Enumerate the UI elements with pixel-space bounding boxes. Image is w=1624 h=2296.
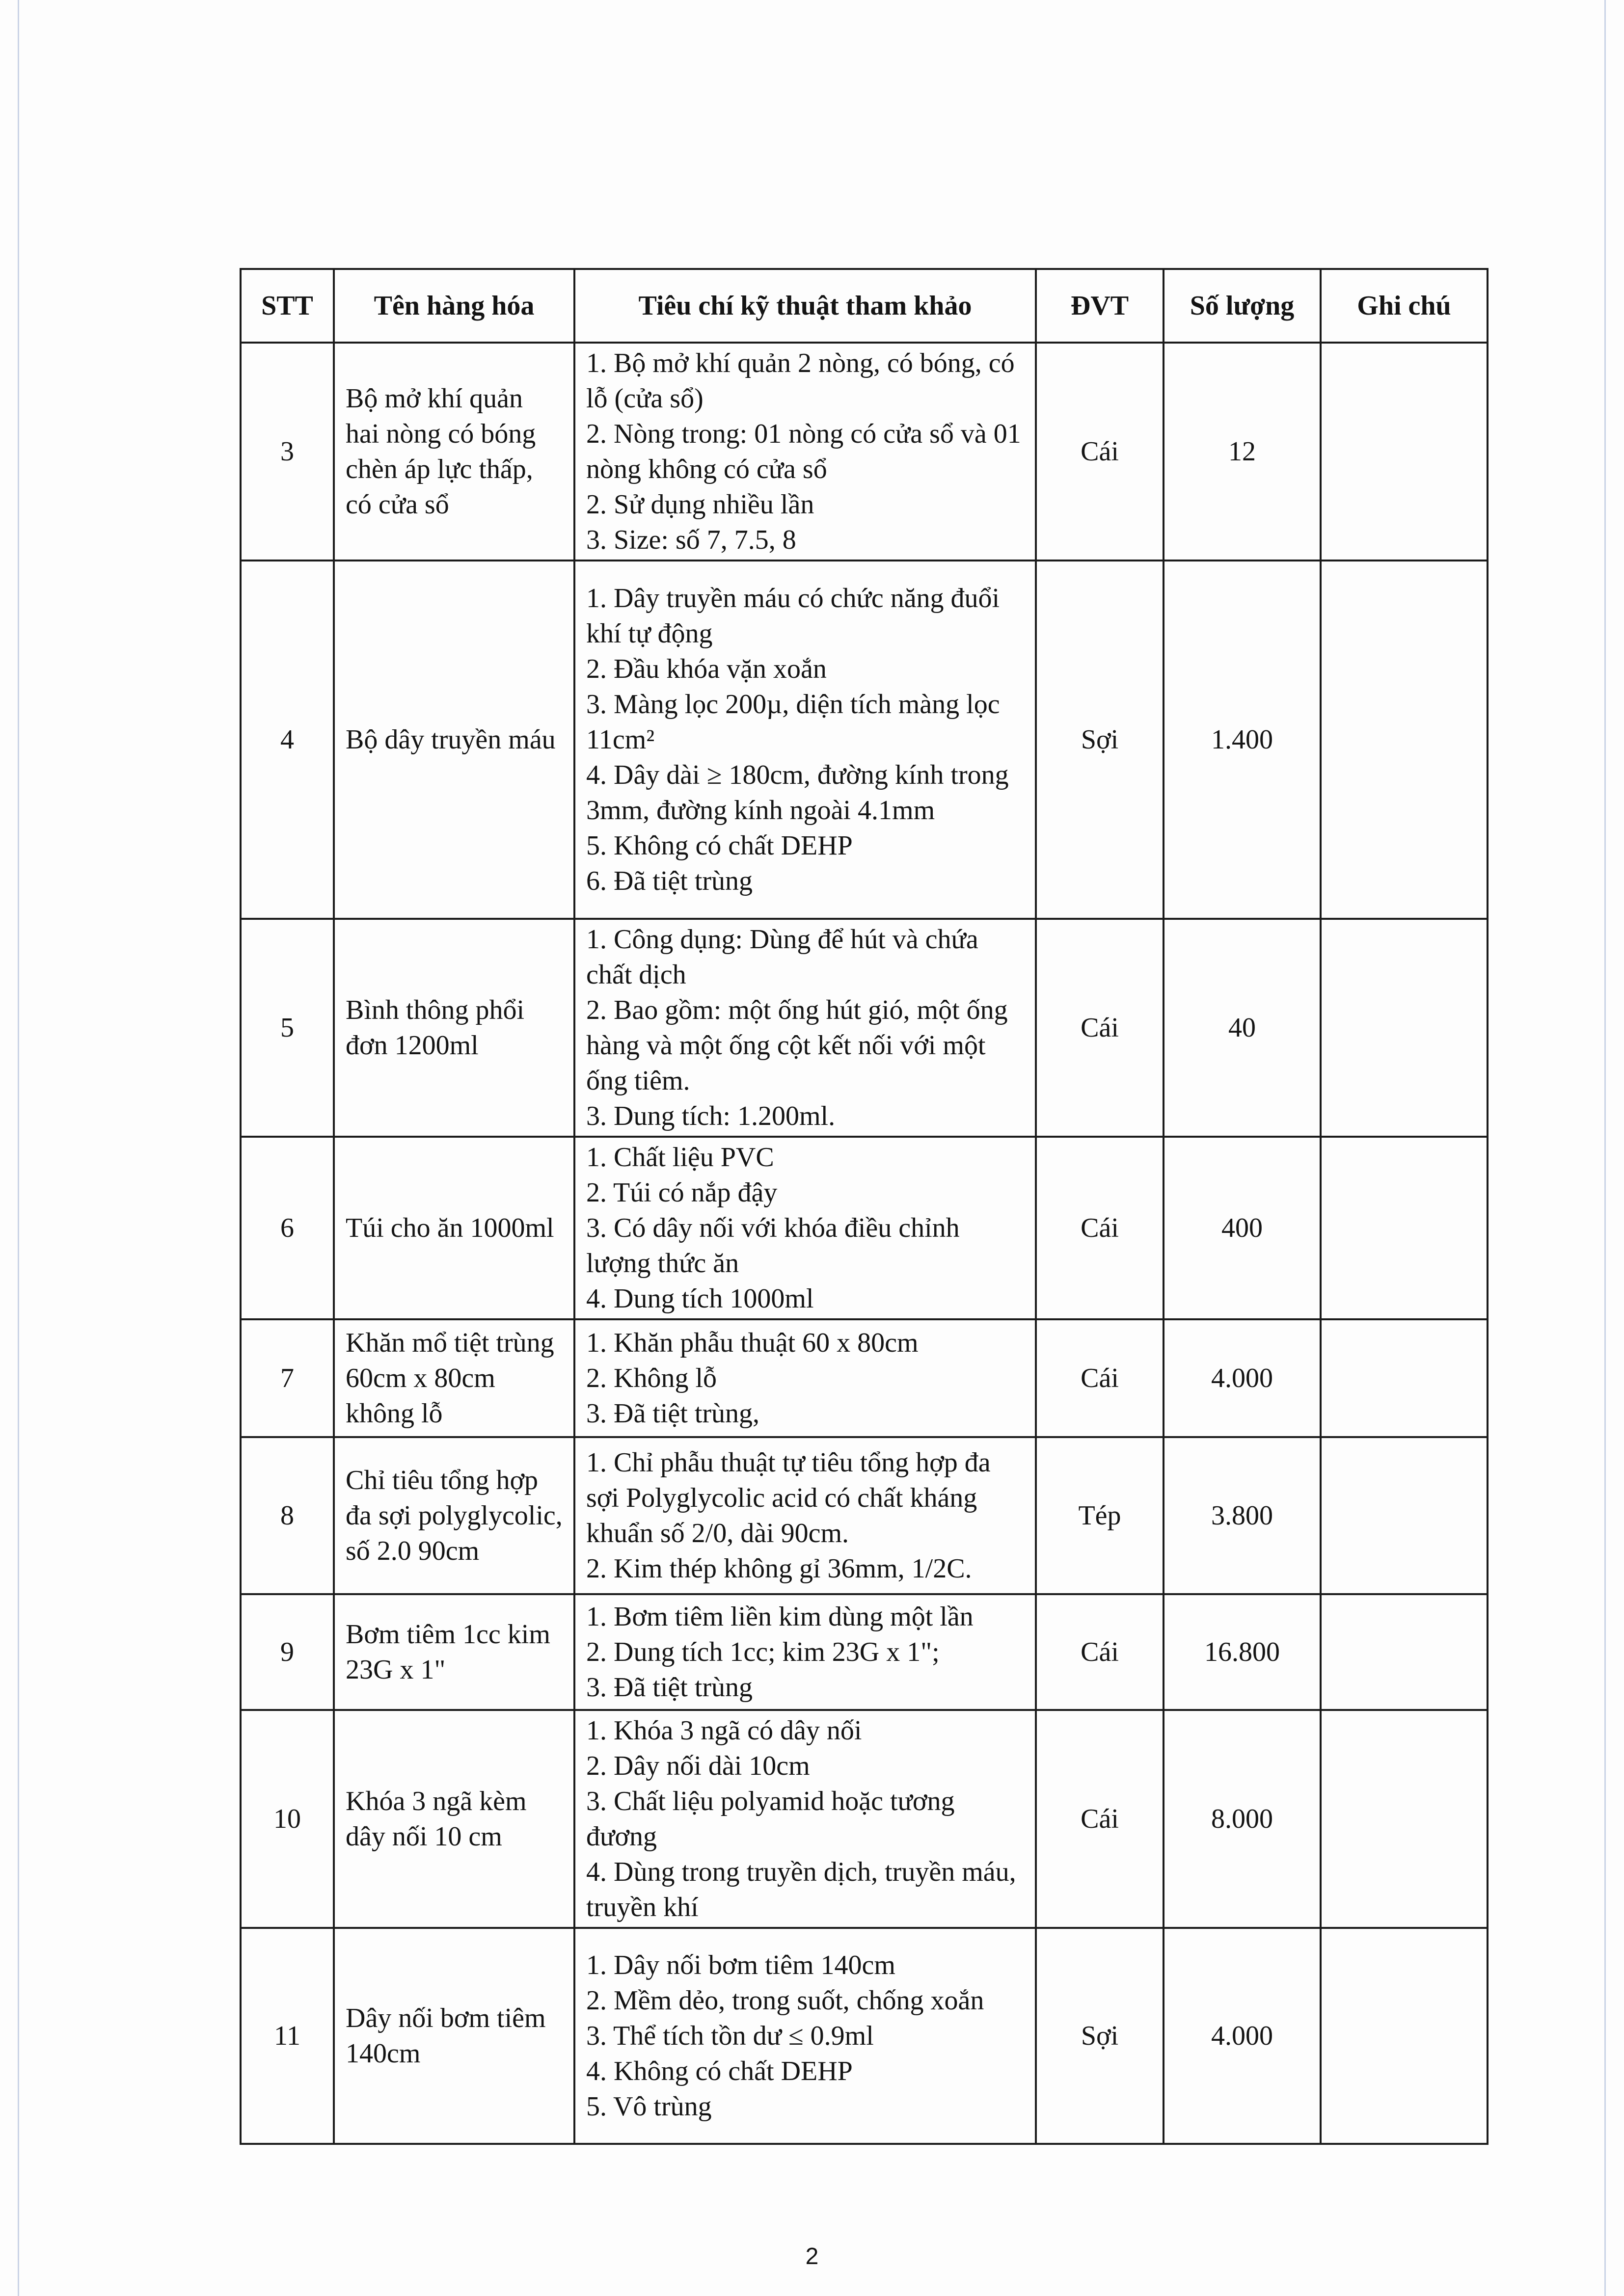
- row-quantity: 1.400: [1164, 561, 1321, 919]
- table-row: [241, 561, 1488, 919]
- page-number: 2: [805, 2243, 819, 2269]
- row-technical-criteria: [574, 1594, 1036, 1710]
- table-row: [241, 1594, 1488, 1710]
- row-unit: Sợi: [1036, 561, 1164, 919]
- row-stt: 10: [241, 1710, 334, 1928]
- row-item-name: Khóa 3 ngã kèm dây nối 10 cm: [334, 1710, 574, 1928]
- spec-line: 2. Đầu khóa vặn xoắn: [586, 654, 827, 684]
- row-technical-criteria: [574, 1137, 1036, 1319]
- row-stt: 6: [241, 1137, 334, 1319]
- spec-line: 3. Dung tích: 1.200ml.: [586, 1101, 836, 1131]
- row-stt: 7: [241, 1319, 334, 1437]
- table-row: [241, 1710, 1488, 1928]
- spec-line: 2. Túi có nắp đậy: [586, 1177, 778, 1208]
- page-right-border: [1604, 0, 1606, 2296]
- row-technical-criteria: [574, 1928, 1036, 2144]
- table-row: [241, 1137, 1488, 1319]
- row-note: [1321, 1710, 1488, 1928]
- spec-line: 1. Khóa 3 ngã có dây nối: [586, 1715, 862, 1746]
- row-unit: Tép: [1036, 1437, 1164, 1594]
- spec-line: 1. Khăn phẫu thuật 60 x 80cm: [586, 1328, 919, 1358]
- row-technical-criteria: [574, 343, 1036, 561]
- row-unit: Cái: [1036, 1319, 1164, 1437]
- header-stt: STT: [241, 269, 334, 343]
- row-item-name: Dây nối bơm tiêm 140cm: [334, 1928, 574, 2144]
- row-stt: 4: [241, 561, 334, 919]
- row-technical-criteria: [574, 561, 1036, 919]
- row-item-name: Bộ mở khí quản hai nòng có bóng chèn áp lực thấp, có cửa sổ: [334, 343, 574, 561]
- row-unit: Sợi: [1036, 1928, 1164, 2144]
- header-item-name: Tên hàng hóa: [334, 269, 574, 343]
- table-body: [241, 343, 1488, 2144]
- row-item-name: Bơm tiêm 1cc kim 23G x 1": [334, 1594, 574, 1710]
- row-quantity: 8.000: [1164, 1710, 1321, 1928]
- spec-line: 1. Công dụng: Dùng để hút và chứa chất dịch: [586, 924, 978, 990]
- row-note: [1321, 1319, 1488, 1437]
- row-unit: Cái: [1036, 1710, 1164, 1928]
- row-unit: Cái: [1036, 343, 1164, 561]
- spec-line: 3. Thể tích tồn dư ≤ 0.9ml: [586, 2021, 874, 2051]
- header-quantity: Số lượng: [1164, 269, 1321, 343]
- row-technical-criteria: [574, 1319, 1036, 1437]
- row-item-name: Túi cho ăn 1000ml: [334, 1137, 574, 1319]
- header-technical-criteria: Tiêu chí kỹ thuật tham khảo: [574, 269, 1036, 343]
- spec-line: 4. Dùng trong truyền dịch, truyền máu, truyền khí: [586, 1857, 1016, 1922]
- spec-line: 2. Bao gồm: một ống hút gió, một ống hàng và một ống cột kết nối với một ống tiêm.: [586, 995, 1008, 1096]
- row-quantity: 16.800: [1164, 1594, 1321, 1710]
- spec-line: 5. Vô trùng: [586, 2091, 712, 2122]
- row-technical-criteria: [574, 1710, 1036, 1928]
- spec-line: 6. Đã tiệt trùng: [586, 866, 753, 896]
- row-item-name: Chỉ tiêu tổng hợp đa sợi polyglycolic, số 2.0 90cm: [334, 1437, 574, 1594]
- equipment-table: [240, 268, 1489, 2145]
- row-item-name: Bình thông phổi đơn 1200ml: [334, 919, 574, 1137]
- spec-line: 3. Đã tiệt trùng,: [586, 1398, 760, 1429]
- table-row: [241, 1319, 1488, 1437]
- row-quantity: 3.800: [1164, 1437, 1321, 1594]
- table-row: [241, 1437, 1488, 1594]
- row-quantity: 400: [1164, 1137, 1321, 1319]
- row-note: [1321, 1137, 1488, 1319]
- spec-line: 3. Có dây nối với khóa điều chỉnh lượng thức ăn: [586, 1213, 960, 1279]
- spec-line: 1. Bơm tiêm liền kim dùng một lần: [586, 1602, 974, 1632]
- spec-line: 3. Màng lọc 200µ, diện tích màng lọc 11cm²: [586, 689, 1000, 755]
- row-item-name: Bộ dây truyền máu: [334, 561, 574, 919]
- row-technical-criteria: [574, 919, 1036, 1137]
- spec-line: 1. Chỉ phẫu thuật tự tiêu tổng hợp đa sợi Polyglycolic acid có chất kháng khuẩn số 2/0, dài 90cm.: [586, 1447, 991, 1548]
- row-quantity: 12: [1164, 343, 1321, 561]
- row-stt: 5: [241, 919, 334, 1137]
- row-quantity: 4.000: [1164, 1928, 1321, 2144]
- row-item-name: Khăn mổ tiệt trùng 60cm x 80cm không lỗ: [334, 1319, 574, 1437]
- row-stt: 9: [241, 1594, 334, 1710]
- table-row: [241, 1928, 1488, 2144]
- spec-line: 2. Không lỗ: [586, 1363, 717, 1393]
- row-note: [1321, 919, 1488, 1137]
- row-quantity: 4.000: [1164, 1319, 1321, 1437]
- header-note: Ghi chú: [1321, 269, 1488, 343]
- spec-line: 2. Kim thép không gỉ 36mm, 1/2C.: [586, 1553, 972, 1584]
- row-stt: 8: [241, 1437, 334, 1594]
- spec-line: 2. Mềm dẻo, trong suốt, chống xoắn: [586, 1985, 984, 2016]
- table-header-row: [241, 269, 1488, 343]
- row-technical-criteria: [574, 1437, 1036, 1594]
- table-row: [241, 919, 1488, 1137]
- spec-line: 1. Bộ mở khí quản 2 nòng, có bóng, có lỗ (cửa sổ): [586, 348, 1015, 414]
- spec-line: 3. Đã tiệt trùng: [586, 1672, 753, 1703]
- spec-line: 4. Dung tích 1000ml: [586, 1283, 814, 1314]
- row-note: [1321, 1594, 1488, 1710]
- row-stt: 11: [241, 1928, 334, 2144]
- spec-line: 2. Nòng trong: 01 nòng có cửa sổ và 01 nòng không có cửa sổ: [586, 419, 1021, 484]
- row-stt: 3: [241, 343, 334, 561]
- spec-line: 3. Size: số 7, 7.5, 8: [586, 525, 796, 555]
- spec-line: 5. Không có chất DEHP: [586, 830, 853, 861]
- page-left-border: [18, 0, 19, 2296]
- spec-line: 4. Không có chất DEHP: [586, 2056, 853, 2086]
- spec-line: 1. Dây truyền máu có chức năng đuổi khí tự động: [586, 583, 1000, 649]
- spec-line: 2. Sử dụng nhiều lần: [586, 489, 814, 520]
- spec-line: 2. Dây nối dài 10cm: [586, 1751, 810, 1781]
- spec-line: 4. Dây dài ≥ 180cm, đường kính trong 3mm, đường kính ngoài 4.1mm: [586, 760, 1009, 826]
- row-note: [1321, 343, 1488, 561]
- table-row: [241, 343, 1488, 561]
- spec-line: 3. Chất liệu polyamid hoặc tương đương: [586, 1786, 955, 1852]
- spec-line: 1. Dây nối bơm tiêm 140cm: [586, 1950, 895, 1980]
- spec-line: 1. Chất liệu PVC: [586, 1142, 774, 1173]
- row-unit: Cái: [1036, 1594, 1164, 1710]
- row-note: [1321, 1928, 1488, 2144]
- row-note: [1321, 1437, 1488, 1594]
- row-unit: Cái: [1036, 919, 1164, 1137]
- row-note: [1321, 561, 1488, 919]
- spec-line: 2. Dung tích 1cc; kim 23G x 1";: [586, 1637, 940, 1667]
- row-quantity: 40: [1164, 919, 1321, 1137]
- row-unit: Cái: [1036, 1137, 1164, 1319]
- header-unit: ĐVT: [1036, 269, 1164, 343]
